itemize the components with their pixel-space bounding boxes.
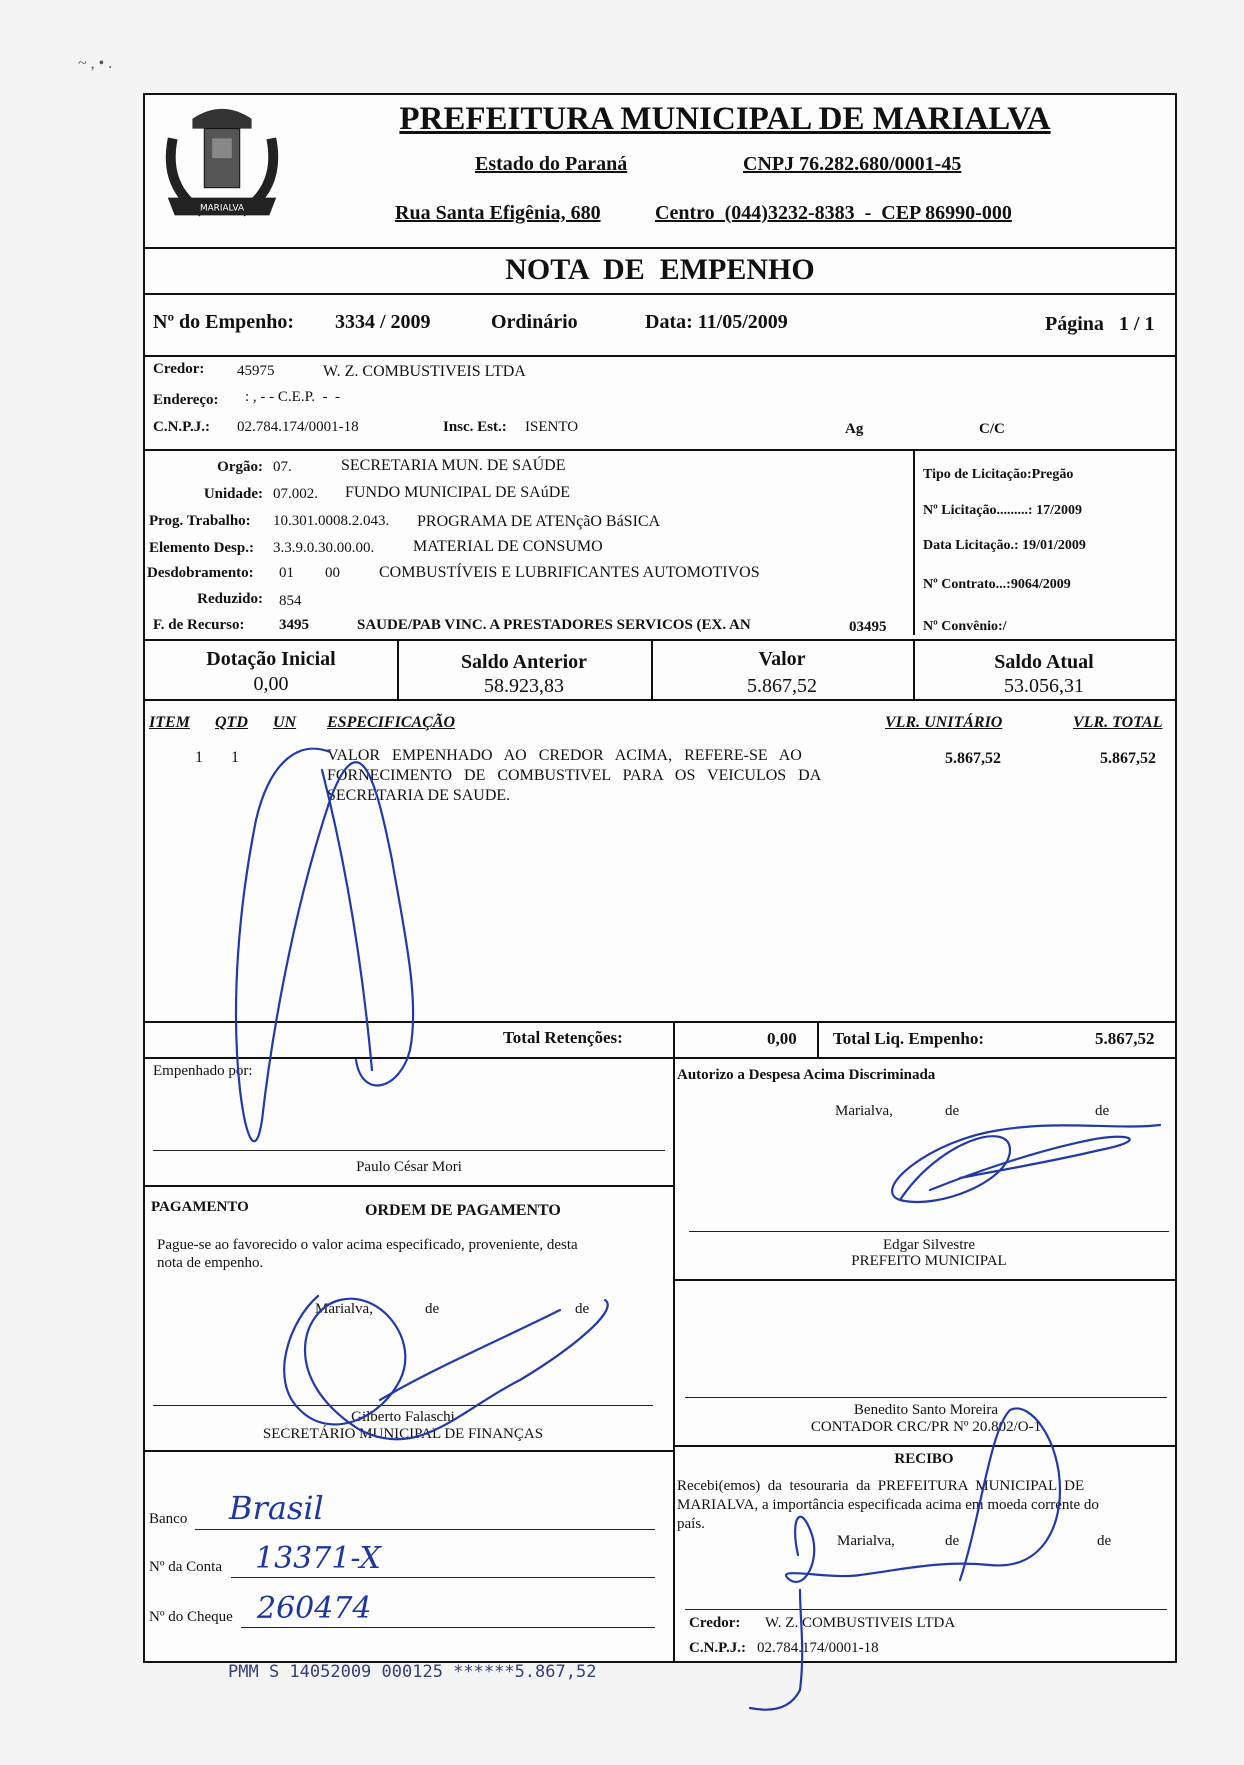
pagamento-text2: nota de empenho.	[157, 1255, 264, 1271]
pagamento-signer: Gilberto Falaschi	[351, 1409, 455, 1425]
elemento-name: MATERIAL DE CONSUMO	[413, 538, 603, 555]
pagamento-city: Marialva,	[315, 1301, 373, 1317]
saldo-atual-label: Saldo Atual	[994, 651, 1094, 673]
autorizo-signer: Edgar Silvestre	[882, 1237, 976, 1253]
unidade-code: 07.002.	[273, 486, 318, 502]
col-item: ITEM	[149, 714, 190, 731]
col-especificacao: ESPECIFICAÇÃO	[327, 714, 456, 731]
pagamento-role: SECRETÁRIO MUNICIPAL DE FINANÇAS	[262, 1426, 544, 1442]
unidade-name: FUNDO MUNICIPAL DE SAúDE	[345, 484, 571, 501]
desdob-label: Desdobramento:	[147, 565, 254, 581]
banco-label: Banco	[149, 1511, 188, 1527]
recurso-code2: 03495	[849, 619, 887, 635]
contador-signer: Benedito Santo Moreira	[853, 1402, 999, 1418]
item-number: 1	[195, 749, 203, 766]
saldo-dotacao-label: Dotação Inicial	[206, 648, 336, 670]
empenho-label: Nº do Empenho:	[153, 311, 295, 333]
contador-role: CONTADOR CRC/PR Nº 20.802/O-1	[810, 1419, 1042, 1435]
insc-value: ISENTO	[525, 419, 579, 435]
retencoes-value: 0,00	[767, 1029, 797, 1048]
agency-label: Ag	[845, 421, 864, 437]
recibo-text1: Recebi(emos) da tesouraria da PREFEITURA MUNICIPAL DE	[677, 1478, 1085, 1494]
prog-label: Prog. Trabalho:	[149, 513, 251, 529]
empenho-number: 3334 / 2009	[335, 311, 431, 333]
recibo-title: RECIBO	[894, 1451, 954, 1467]
address-label: Endereço:	[153, 392, 219, 408]
elemento-label: Elemento Desp.:	[149, 540, 254, 556]
recibo-credor: W. Z. COMBUSTIVEIS LTDA	[765, 1615, 956, 1631]
page-number: Página 1 / 1	[1045, 313, 1155, 335]
saldo-anterior-label: Saldo Anterior	[460, 651, 588, 673]
item-desc-line3: SECRETARIA DE SAUDE.	[327, 787, 511, 804]
pagamento-text1: Pague-se ao favorecido o valor acima especificado, proveniente, desta	[157, 1237, 578, 1253]
col-un: UN	[273, 714, 297, 731]
desdob-b: 00	[325, 565, 340, 581]
recibo-city: Marialva,	[837, 1533, 895, 1549]
liquido-value: 5.867,52	[1095, 1029, 1155, 1048]
item-desc-line1: VALOR EMPENHADO AO CREDOR ACIMA, REFERE-SE AO	[327, 747, 802, 764]
recibo-de1: de	[945, 1533, 960, 1549]
liquido-label: Total Liq. Empenho:	[833, 1029, 984, 1048]
saldo-atual-value: 53.056,31	[1004, 675, 1084, 697]
credor-label: Credor:	[153, 361, 205, 377]
col-qtd: QTD	[215, 714, 248, 731]
valor-value: 5.867,52	[747, 675, 817, 697]
cnpj-header: CNPJ 76.282.680/0001-45	[743, 153, 962, 175]
insc-label: Insc. Est.:	[443, 419, 507, 435]
licitacao-data: Data Licitação.: 19/01/2009	[923, 538, 1086, 553]
saldo-dotacao-value: 0,00	[253, 673, 289, 695]
recurso-label: F. de Recurso:	[153, 617, 245, 633]
address-contact: Centro (044)3232-8383 - CEP 86990-000	[655, 202, 1012, 224]
cheque-handwritten: 260474	[257, 1591, 372, 1626]
account-label: C/C	[979, 421, 1005, 437]
unidade-label: Unidade:	[203, 486, 263, 502]
pagamento-label: PAGAMENTO	[151, 1199, 249, 1215]
reduzido-value: 854	[279, 593, 302, 609]
desdob-a: 01	[279, 565, 294, 581]
orgao-code: 07.	[273, 459, 292, 475]
prog-name: PROGRAMA DE ATENçãO BáSICA	[417, 513, 661, 530]
conta-handwritten: 13371-X	[255, 1541, 381, 1576]
empenho-type: Ordinário	[491, 311, 578, 333]
col-total-value: VLR. TOTAL	[1073, 714, 1163, 731]
autorizo-de1: de	[945, 1103, 960, 1119]
item-total-value: 5.867,52	[1100, 750, 1156, 767]
orgao-name: SECRETARIA MUN. DE SAÚDE	[341, 457, 566, 474]
item-qty: 1	[231, 749, 239, 766]
licitacao-tipo: Tipo de Licitação:Pregão	[923, 467, 1074, 482]
recibo-de2: de	[1097, 1533, 1112, 1549]
recibo-text3: país.	[677, 1516, 705, 1532]
recurso-name: SAUDE/PAB VINC. A PRESTADORES SERVICOS (EX. AN	[357, 617, 751, 633]
autorizo-label: Autorizo a Despesa Acima Discriminada	[677, 1067, 936, 1083]
pagamento-de2: de	[575, 1301, 590, 1317]
retencoes-label: Total Retenções:	[503, 1028, 623, 1047]
pagamento-de1: de	[425, 1301, 440, 1317]
city-hall-title: PREFEITURA MUNICIPAL DE MARIALVA	[399, 101, 1051, 137]
item-desc-line2: FORNECIMENTO DE COMBUSTIVEL PARA OS VEICULOS DA	[327, 767, 822, 784]
svg-text:MARIALVA: MARIALVA	[199, 203, 245, 214]
saldo-anterior-value: 58.923,83	[484, 675, 564, 697]
credor-code: 45975	[237, 363, 275, 379]
prog-code: 10.301.0008.2.043.	[273, 513, 390, 529]
empenhado-signer: Paulo César Mori	[356, 1159, 462, 1175]
document-title: NOTA DE EMPENHO	[505, 253, 815, 286]
licitacao-contrato: Nº Contrato...:9064/2009	[923, 577, 1071, 592]
banco-handwritten: Brasil	[229, 1489, 324, 1527]
credor-name: W. Z. COMBUSTIVEIS LTDA	[323, 363, 526, 380]
valor-label: Valor	[758, 648, 806, 670]
scan-marks: ~ , • .	[70, 55, 113, 72]
elemento-code: 3.3.9.0.30.00.00.	[273, 540, 375, 556]
empenho-date: Data: 11/05/2009	[645, 311, 788, 333]
address-street: Rua Santa Efigênia, 680	[395, 202, 601, 224]
credor-cnpj-label: C.N.P.J.:	[153, 419, 210, 435]
reduzido-label: Reduzido:	[197, 591, 263, 607]
autorizo-de2: de	[1095, 1103, 1110, 1119]
desdob-name: COMBUSTÍVEIS E LUBRIFICANTES AUTOMOTIVOS	[379, 564, 760, 581]
col-unit-value: VLR. UNITÁRIO	[885, 714, 1003, 731]
state-name: Estado do Paraná	[475, 153, 628, 175]
empenhado-label: Empenhado por:	[153, 1063, 253, 1079]
licitacao-numero: Nº Licitação.........: 17/2009	[923, 503, 1082, 518]
item-unit-value: 5.867,52	[945, 750, 1001, 767]
ordem-pagamento-title: ORDEM DE PAGAMENTO	[365, 1202, 561, 1219]
orgao-label: Orgão:	[217, 459, 263, 475]
licitacao-convenio: Nº Convênio:/	[923, 619, 1007, 634]
credor-cnpj: 02.784.174/0001-18	[237, 419, 359, 435]
autorizo-city: Marialva,	[835, 1103, 893, 1119]
credor-address: : , - - C.E.P. - -	[245, 389, 340, 405]
recibo-cnpj: 02.784.174/0001-18	[757, 1640, 879, 1656]
conta-label: Nº da Conta	[149, 1559, 222, 1575]
footer-print-code: PMM S 14052009 000125 ******5.867,52	[228, 1662, 597, 1682]
cheque-label: Nº do Cheque	[149, 1609, 233, 1625]
autorizo-role: PREFEITO MUNICIPAL	[851, 1253, 1007, 1269]
recibo-text2: MARIALVA, a importância especificada acima em moeda corrente do	[677, 1497, 1099, 1513]
recibo-cnpj-label: C.N.P.J.:	[689, 1640, 746, 1656]
recurso-code: 3495	[279, 617, 309, 633]
recibo-credor-label: Credor:	[689, 1615, 741, 1631]
